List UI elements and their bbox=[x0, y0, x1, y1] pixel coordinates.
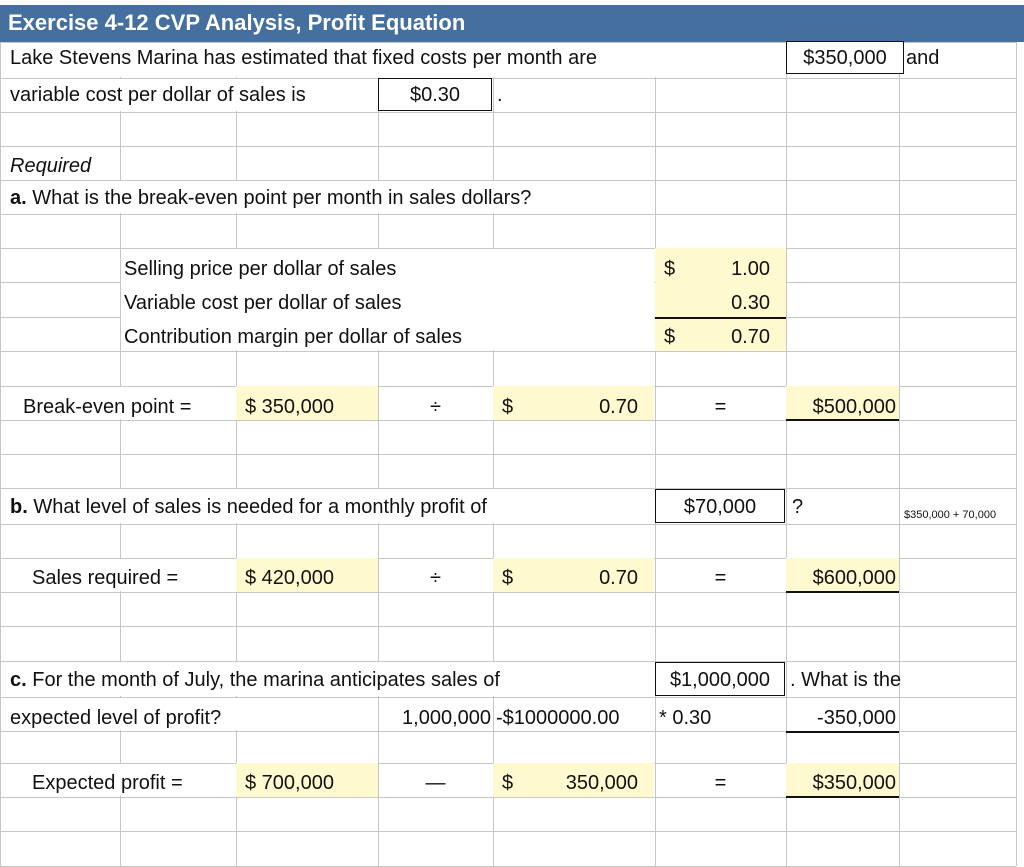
result-underline-c bbox=[786, 796, 899, 798]
july-sales-value: $1,000,000 bbox=[669, 669, 771, 691]
result-underline-b bbox=[786, 591, 899, 593]
calc-fixed: -350,000 bbox=[817, 707, 896, 729]
grid-col-line bbox=[655, 42, 656, 866]
calc-negative-sales: -$1000000.00 bbox=[496, 707, 620, 729]
grid-col-line bbox=[786, 42, 787, 866]
grid-row-line bbox=[0, 146, 1016, 147]
required-heading: Required bbox=[10, 155, 92, 177]
calc-underline bbox=[786, 731, 899, 733]
minus-operator: — bbox=[425, 772, 446, 794]
grid-col-line bbox=[493, 42, 494, 866]
expected-profit-cm-total: $ 700,000 bbox=[245, 772, 334, 794]
sales-required-cm: 0.70 bbox=[599, 567, 638, 589]
variable-cost-label: Variable cost per dollar of sales bbox=[124, 292, 402, 314]
break-even-currency: $ bbox=[502, 396, 514, 418]
equals-sign: = bbox=[714, 396, 727, 418]
part-c-text: For the month of July, the marina anticipates sales of bbox=[32, 669, 500, 691]
intro-line-1: Lake Stevens Marina has estimated that fixed costs per month are bbox=[10, 47, 597, 69]
result-underline bbox=[786, 419, 899, 421]
part-b-text: What level of sales is needed for a monthly profit of bbox=[33, 496, 487, 518]
and-word: and bbox=[906, 47, 940, 69]
profit-value: $70,000 bbox=[683, 496, 757, 518]
break-even-result: $500,000 bbox=[812, 396, 896, 418]
sales-required-label: Sales required = bbox=[32, 567, 179, 589]
sales-required-result: $600,000 bbox=[812, 567, 896, 589]
part-b-question bbox=[10, 495, 487, 519]
contribution-margin-label: Contribution margin per dollar of sales bbox=[124, 326, 462, 348]
selling-price-value: 1.00 bbox=[731, 258, 770, 280]
grid-col-line bbox=[236, 42, 237, 866]
part-c-letter: c. bbox=[10, 669, 27, 691]
divide-operator-b: ÷ bbox=[430, 567, 441, 589]
expected-profit-currency: $ bbox=[502, 772, 514, 794]
intro-period: . bbox=[497, 84, 503, 106]
break-even-cm: 0.70 bbox=[599, 396, 638, 418]
variable-cost-value: $0.30 bbox=[409, 84, 461, 106]
page-title: Exercise 4-12 CVP Analysis, Profit Equation bbox=[8, 10, 466, 35]
contribution-margin-currency: $ bbox=[664, 326, 676, 348]
grid-row-line bbox=[0, 626, 1016, 627]
break-even-fixed-costs: $ 350,000 bbox=[245, 396, 334, 418]
expected-profit-fixed: 350,000 bbox=[565, 772, 638, 794]
grid-col-line bbox=[0, 42, 1, 866]
question-mark: ? bbox=[792, 496, 804, 518]
calc-rate: * 0.30 bbox=[659, 707, 712, 729]
fixed-costs-value: $350,000 bbox=[803, 47, 887, 69]
grid-row-line bbox=[0, 524, 1016, 525]
grid-row-line bbox=[0, 112, 1016, 113]
break-even-label: Break-even point = bbox=[23, 396, 192, 418]
equals-sign-c: = bbox=[714, 772, 727, 794]
grid-col-line bbox=[120, 42, 121, 866]
part-a-letter: a. bbox=[10, 187, 27, 209]
grid-row-line bbox=[0, 454, 1016, 455]
grid-row-line bbox=[0, 831, 1016, 832]
grid-col-line bbox=[378, 42, 379, 866]
contribution-margin-value: 0.70 bbox=[731, 326, 770, 348]
part-c-question bbox=[10, 668, 500, 692]
part-a-question bbox=[10, 186, 531, 210]
part-c-line-2: expected level of profit? bbox=[10, 707, 222, 729]
expected-profit-label: Expected profit = bbox=[32, 772, 183, 794]
intro-line-2: variable cost per dollar of sales is bbox=[10, 84, 306, 106]
part-a-text: What is the break-even point per month in sales dollars? bbox=[32, 187, 532, 209]
subtotal-underline bbox=[655, 317, 786, 319]
divide-operator: ÷ bbox=[430, 396, 441, 418]
sales-required-currency: $ bbox=[502, 567, 514, 589]
grid-col-line bbox=[1016, 42, 1017, 866]
selling-price-currency: $ bbox=[664, 258, 676, 280]
grid-col-line bbox=[899, 42, 900, 866]
part-b-letter: b. bbox=[10, 496, 28, 518]
grid-row-line bbox=[0, 214, 1016, 215]
variable-cost-per-dollar-value: 0.30 bbox=[731, 292, 770, 314]
grid-row-line bbox=[0, 351, 1016, 352]
part-c-tail: . What is the bbox=[790, 669, 902, 691]
selling-price-label: Selling price per dollar of sales bbox=[124, 258, 397, 280]
sales-required-numerator: $ 420,000 bbox=[245, 567, 334, 589]
equals-sign-b: = bbox=[714, 567, 727, 589]
calc-sales: 1,000,000 bbox=[402, 707, 491, 729]
sales-note: $350,000 + 70,000 bbox=[904, 509, 997, 521]
expected-profit-result: $350,000 bbox=[812, 772, 896, 794]
